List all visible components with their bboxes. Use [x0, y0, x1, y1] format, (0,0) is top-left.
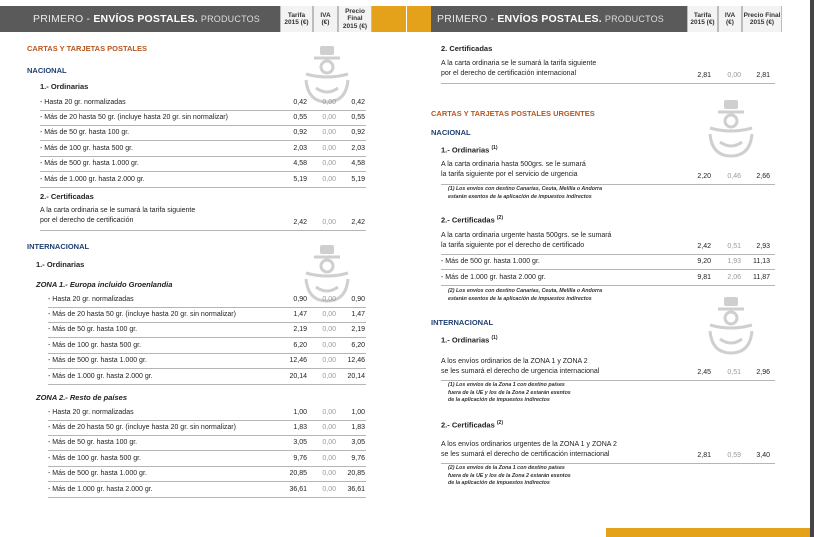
- int-urg-cert-iva: 0,59: [727, 452, 741, 459]
- right-header-title: PRIMERO - ENVÍOS POSTALES. PRODUCTOS: [437, 13, 665, 25]
- divider: [441, 463, 775, 464]
- table-row: - Más de 20 hasta 50 gr. (incluye hasta 20 gr. sin normalizar) 0,55 0,00 0,55: [40, 110, 366, 126]
- table-row: - Más de 100 gr. hasta 500 gr. 9,76 0,00 9,76: [48, 451, 366, 467]
- urg-cert-iva: 0,51: [727, 243, 741, 250]
- zona2-title: ZONA 2.- Resto de países: [36, 393, 127, 402]
- heading-ordinarias: 1.- Ordinarias: [40, 82, 89, 91]
- int-cert-description: A la carta ordinaria se le sumará la tarifa siguiente por el derecho de certificación internacional: [441, 60, 597, 77]
- table-row: - Hasta 20 gr. normalizadas 0,42 0,00 0,42: [40, 95, 366, 111]
- heading-int-urg-ordinarias: 1.- Ordinarias $^{(1)}$: [441, 335, 498, 345]
- table-row: - Más de 500 gr. hasta 1.000 gr. 12,46 0,00 12,46: [48, 353, 366, 369]
- table-row: - Hasta 20 gr. normalizadas 0,90 0,00 0,90: [48, 292, 366, 308]
- subsection-internacional-urgentes: INTERNACIONAL: [431, 318, 494, 327]
- table-row: - Más de 100 gr. hasta 500 gr. 2,03 0,00 2,03: [40, 141, 366, 157]
- urg-ord-footnote: (1) Los envíos con destino Canarias, Ceuta, Melilla o Andorra estarán exentos de la aplicación de impuestos indirectos: [448, 186, 603, 200]
- table-row: - Más de 1.000 gr. hasta 2.000 gr. 20,14 0,00 20,14: [48, 369, 366, 385]
- table-row: - Más de 50 gr. hasta 100 gr. 2,19 0,00 2,19: [48, 322, 366, 338]
- cert-description: A la carta ordinaria se le sumará la tarifa siguiente por el derecho de certificación: [40, 207, 196, 224]
- right-col-iva-header: IVA (€): [718, 6, 742, 32]
- table-row: - Más de 1.000 gr. hasta 2.000 gr. 9,81 2,06 11,87: [441, 270, 775, 286]
- int-cert-precio: 2,81: [756, 72, 770, 79]
- cert-precio: 2,42: [351, 219, 365, 226]
- int-urg-cert-footnote: (2) Los envíos de la Zona 1 con destino países fuera de la UE y los de la Zona 2 estarán exentos de la aplicación de impuestos indirectos: [448, 465, 571, 487]
- zona1-title: ZONA 1.- Europa incluido Groenlandia: [36, 280, 173, 289]
- urg-ord-iva: 0,46: [727, 173, 741, 180]
- page-right-edge: [810, 0, 814, 537]
- table-row: - Más de 50 gr. hasta 100 gr. 0,92 0,00 0,92: [40, 125, 366, 141]
- right-col-precio-header: Precio Final 2015 (€): [742, 6, 782, 32]
- int-urg-ord-description: A los envíos ordinarios de la ZONA 1 y ZONA 2 se les sumará el derecho de urgencia internacional: [441, 358, 600, 375]
- heading-int-ordinarias: 1.- Ordinarias: [36, 260, 85, 269]
- subsection-internacional: INTERNACIONAL: [27, 242, 90, 251]
- table-row: - Más de 500 gr. hasta 1.000 gr. 9,20 1,93 11,13: [441, 254, 775, 270]
- left-col-iva-header: IVA (€): [313, 6, 338, 32]
- int-urg-ord-iva: 0,51: [727, 369, 741, 376]
- left-header-title: PRIMERO - ENVÍOS POSTALES. PRODUCTOS: [33, 13, 261, 25]
- urg-ord-precio: 2,66: [756, 173, 770, 180]
- divider: [441, 184, 775, 185]
- subsection-nacional: NACIONAL: [27, 66, 67, 75]
- int-urg-ord-tarifa: 2,45: [697, 369, 711, 376]
- heading-int-urg-certificadas: 2.- Certificadas $^{(2)}$: [441, 420, 503, 430]
- int-urg-ord-footnote: (1) Los envíos de la Zona 1 con destino países fuera de la UE y los de la Zona 2 estarán exentos de la aplicación de impuestos indirectos: [448, 382, 571, 404]
- int-cert-iva: 0,00: [727, 72, 741, 79]
- heading-urg-ordinarias: 1.- Ordinarias $^{(1)}$: [441, 145, 498, 155]
- table-row: - Hasta 20 gr. normalizadas 1,00 0,00 1,00: [48, 405, 366, 421]
- left-header-accent: [372, 6, 406, 32]
- table-row: - Más de 500 gr. hasta 1.000 gr. 4,58 0,00 4,58: [40, 156, 366, 172]
- int-urg-cert-tarifa: 2,81: [697, 452, 711, 459]
- urg-ord-tarifa: 2,20: [697, 173, 711, 180]
- right-col-tarifa-header: Tarifa 2015 (€): [687, 6, 718, 32]
- correos-logo-icon: [704, 295, 758, 355]
- divider: [441, 83, 775, 84]
- int-cert-tarifa: 2,81: [697, 72, 711, 79]
- table-row: - Más de 50 gr. hasta 100 gr. 3,05 0,00 3,05: [48, 435, 366, 451]
- table-row: - Más de 20 hasta 50 gr. (incluye hasta 20 gr. sin normalizar) 1,47 0,00 1,47: [48, 307, 366, 323]
- urg-cert-tarifa: 2,42: [697, 243, 711, 250]
- subsection-nacional-urgentes: NACIONAL: [431, 128, 471, 137]
- int-urg-cert-description: A los envíos ordinarios urgentes de la ZONA 1 y ZONA 2 se les sumará el derecho de certificación internacional: [441, 441, 617, 458]
- section-title: CARTAS Y TARJETAS POSTALES: [27, 44, 148, 53]
- correos-logo-icon: [704, 98, 758, 158]
- urg-cert-footnote: (2) Los envíos con destino Canarias, Ceuta, Melilla o Andorra estarán exentos de la aplicación de impuestos indirectos: [448, 288, 603, 302]
- cert-iva: 0,00: [322, 219, 336, 226]
- int-urg-ord-precio: 2,96: [756, 369, 770, 376]
- table-row: - Más de 20 hasta 50 gr. (incluye hasta 20 gr. sin normalizar) 1,83 0,00 1,83: [48, 420, 366, 436]
- heading-int-certificadas: 2. Certificadas: [441, 44, 493, 53]
- footer-accent: [606, 528, 810, 537]
- table-row: - Más de 1.000 gr. hasta 2.000 gr. 36,61 0,00 36,61: [48, 482, 366, 498]
- heading-certificadas: 2.- Certificadas: [40, 192, 94, 201]
- table-row: - Más de 100 gr. hasta 500 gr. 6,20 0,00 6,20: [48, 338, 366, 354]
- urg-ord-description: A la carta ordinaria hasta 500grs. se le sumará la tarifa siguiente por el servicio de urgencia: [441, 161, 586, 178]
- int-urg-cert-precio: 3,40: [756, 452, 770, 459]
- urg-cert-precio: 2,93: [756, 243, 770, 250]
- divider: [40, 230, 366, 231]
- left-col-tarifa-header: Tarifa 2015 (€): [280, 6, 313, 32]
- cert-tarifa: 2,42: [293, 219, 307, 226]
- table-row: - Más de 500 gr. hasta 1.000 gr. 20,85 0,00 20,85: [48, 466, 366, 482]
- divider: [441, 380, 775, 381]
- urg-cert-description: A la carta ordinaria urgente hasta 500grs. se le sumará la tarifa siguiente por el derecho de certificado: [441, 232, 612, 249]
- section-title-urgentes: CARTAS Y TARJETAS POSTALES URGENTES: [431, 109, 595, 118]
- heading-urg-certificadas: 2.- Certificadas $^{(2)}$: [441, 215, 503, 225]
- right-header-accent: [407, 6, 431, 32]
- left-col-precio-header: Precio Final 2015 (€): [338, 6, 372, 32]
- table-row: - Más de 1.000 gr. hasta 2.000 gr. 5,19 0,00 5,19: [40, 172, 366, 188]
